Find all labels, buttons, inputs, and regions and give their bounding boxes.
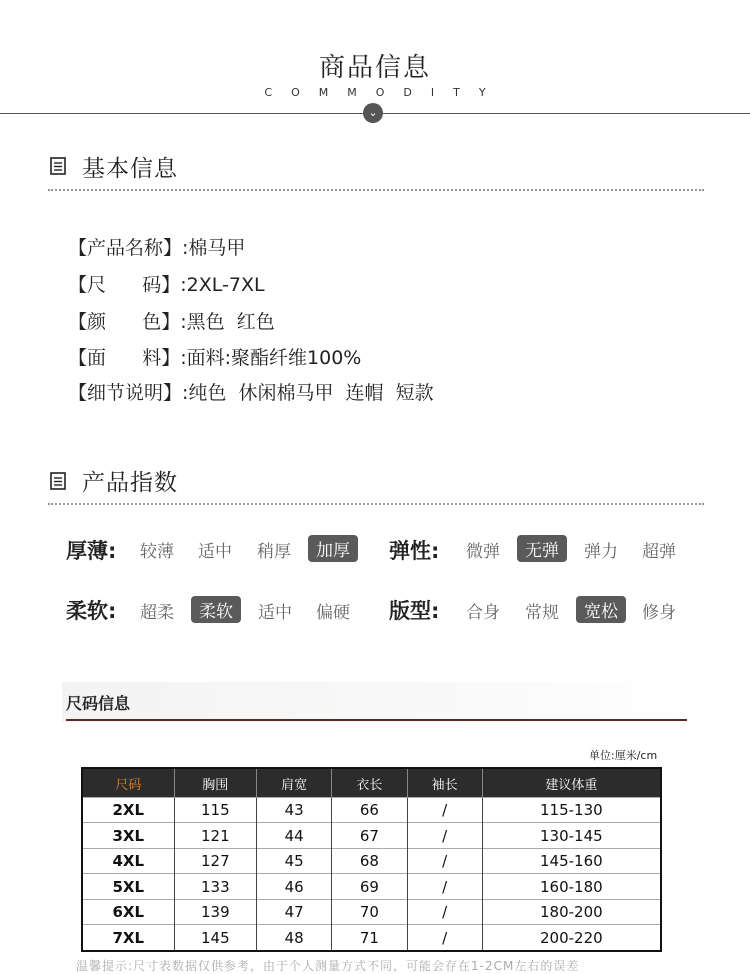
table-cell: 145-160 [482, 848, 661, 873]
table-row [82, 848, 661, 873]
table-cell: 68 [332, 848, 407, 873]
unit-label: 单位:厘米/cm [589, 749, 658, 762]
table-cell: / [407, 823, 482, 848]
table-cell: / [407, 925, 482, 951]
table-cell: 47 [257, 899, 332, 924]
table-row [82, 874, 661, 899]
table-cell: / [407, 899, 482, 924]
page-subtitle: COMMODITY [264, 86, 505, 99]
table-cell: 145 [174, 925, 257, 951]
table-cell: 70 [332, 899, 407, 924]
table-header-row [82, 768, 661, 798]
table-cell: / [407, 798, 482, 823]
chevron-down-icon: ⌄ [363, 103, 383, 123]
index-option: 稍厚 [257, 542, 291, 562]
index-option: 适中 [198, 542, 232, 562]
table-cell: 160-180 [482, 874, 661, 899]
table-cell: 127 [174, 848, 257, 873]
index-option-selected: 无弹 [517, 535, 567, 562]
table-cell: 180-200 [482, 899, 661, 924]
index-option-selected: 加厚 [308, 535, 358, 562]
index-option: 合身 [466, 603, 500, 623]
info-row-fabric: 【面 料】:面料:聚酯纤维100% [68, 347, 362, 369]
column-header: 建议体重 [482, 768, 661, 798]
table-cell: / [407, 848, 482, 873]
table-cell: 6XL [82, 899, 174, 924]
index-option-selected: 宽松 [576, 596, 626, 623]
table-cell: 115 [174, 798, 257, 823]
table-row [82, 925, 661, 951]
info-row-color: 【颜 色】:黑色 红色 [68, 311, 275, 333]
table-cell: 115-130 [482, 798, 661, 823]
info-row-size: 【尺 码】:2XL-7XL [68, 274, 265, 296]
table-cell: 2XL [82, 798, 174, 823]
index-option: 较薄 [140, 542, 174, 562]
index-label-thickness: 厚薄: [66, 539, 117, 563]
column-header: 袖长 [407, 768, 482, 798]
index-option: 修身 [642, 603, 676, 623]
column-header: 胸围 [174, 768, 257, 798]
table-row [82, 899, 661, 924]
info-row-name: 【产品名称】:棉马甲 [68, 237, 246, 259]
table-cell: 67 [332, 823, 407, 848]
index-label-fit: 版型: [389, 599, 440, 623]
table-cell: 139 [174, 899, 257, 924]
table-cell: 66 [332, 798, 407, 823]
size-table [81, 767, 662, 952]
table-cell: 44 [257, 823, 332, 848]
page-title: 商品信息 [318, 53, 431, 83]
index-option-selected: 柔软 [191, 596, 241, 623]
info-row-details: 【细节说明】:纯色 休闲棉马甲 连帽 短款 [68, 382, 434, 404]
index-option: 超弹 [642, 542, 676, 562]
section-title-index: 产品指数 [82, 470, 178, 496]
index-option: 弹力 [584, 542, 618, 562]
index-option: 偏硬 [316, 603, 350, 623]
index-option: 微弹 [466, 542, 500, 562]
table-cell: 3XL [82, 823, 174, 848]
column-header: 尺码 [82, 768, 174, 798]
table-row [82, 823, 661, 848]
section-title-size: 尺码信息 [66, 694, 131, 713]
size-title-band [62, 682, 690, 722]
section-divider [48, 503, 704, 505]
table-cell: 71 [332, 925, 407, 951]
table-cell: 69 [332, 874, 407, 899]
table-cell: 4XL [82, 848, 174, 873]
column-header: 肩宽 [257, 768, 332, 798]
section-divider [48, 189, 704, 191]
table-cell: 7XL [82, 925, 174, 951]
index-label-softness: 柔软: [66, 599, 117, 623]
table-cell: 133 [174, 874, 257, 899]
section-title-basic: 基本信息 [82, 156, 178, 182]
size-title-underline [66, 719, 687, 721]
table-cell: 48 [257, 925, 332, 951]
index-label-elasticity: 弹性: [389, 539, 440, 563]
table-cell: 46 [257, 874, 332, 899]
index-option: 常规 [525, 603, 559, 623]
table-row [82, 798, 661, 823]
document-list-icon [50, 472, 66, 490]
table-cell: 45 [257, 848, 332, 873]
table-cell: 130-145 [482, 823, 661, 848]
table-cell: 5XL [82, 874, 174, 899]
index-option: 适中 [258, 603, 292, 623]
column-header: 衣长 [332, 768, 407, 798]
document-list-icon [50, 157, 66, 175]
table-cell: 43 [257, 798, 332, 823]
index-option: 超柔 [140, 603, 174, 623]
table-cell: 121 [174, 823, 257, 848]
size-footnote: 温馨提示:尺寸表数据仅供参考，由于个人测量方式不同，可能会存在1-2CM左右的误差 [76, 959, 580, 973]
table-cell: 200-220 [482, 925, 661, 951]
table-cell: / [407, 874, 482, 899]
